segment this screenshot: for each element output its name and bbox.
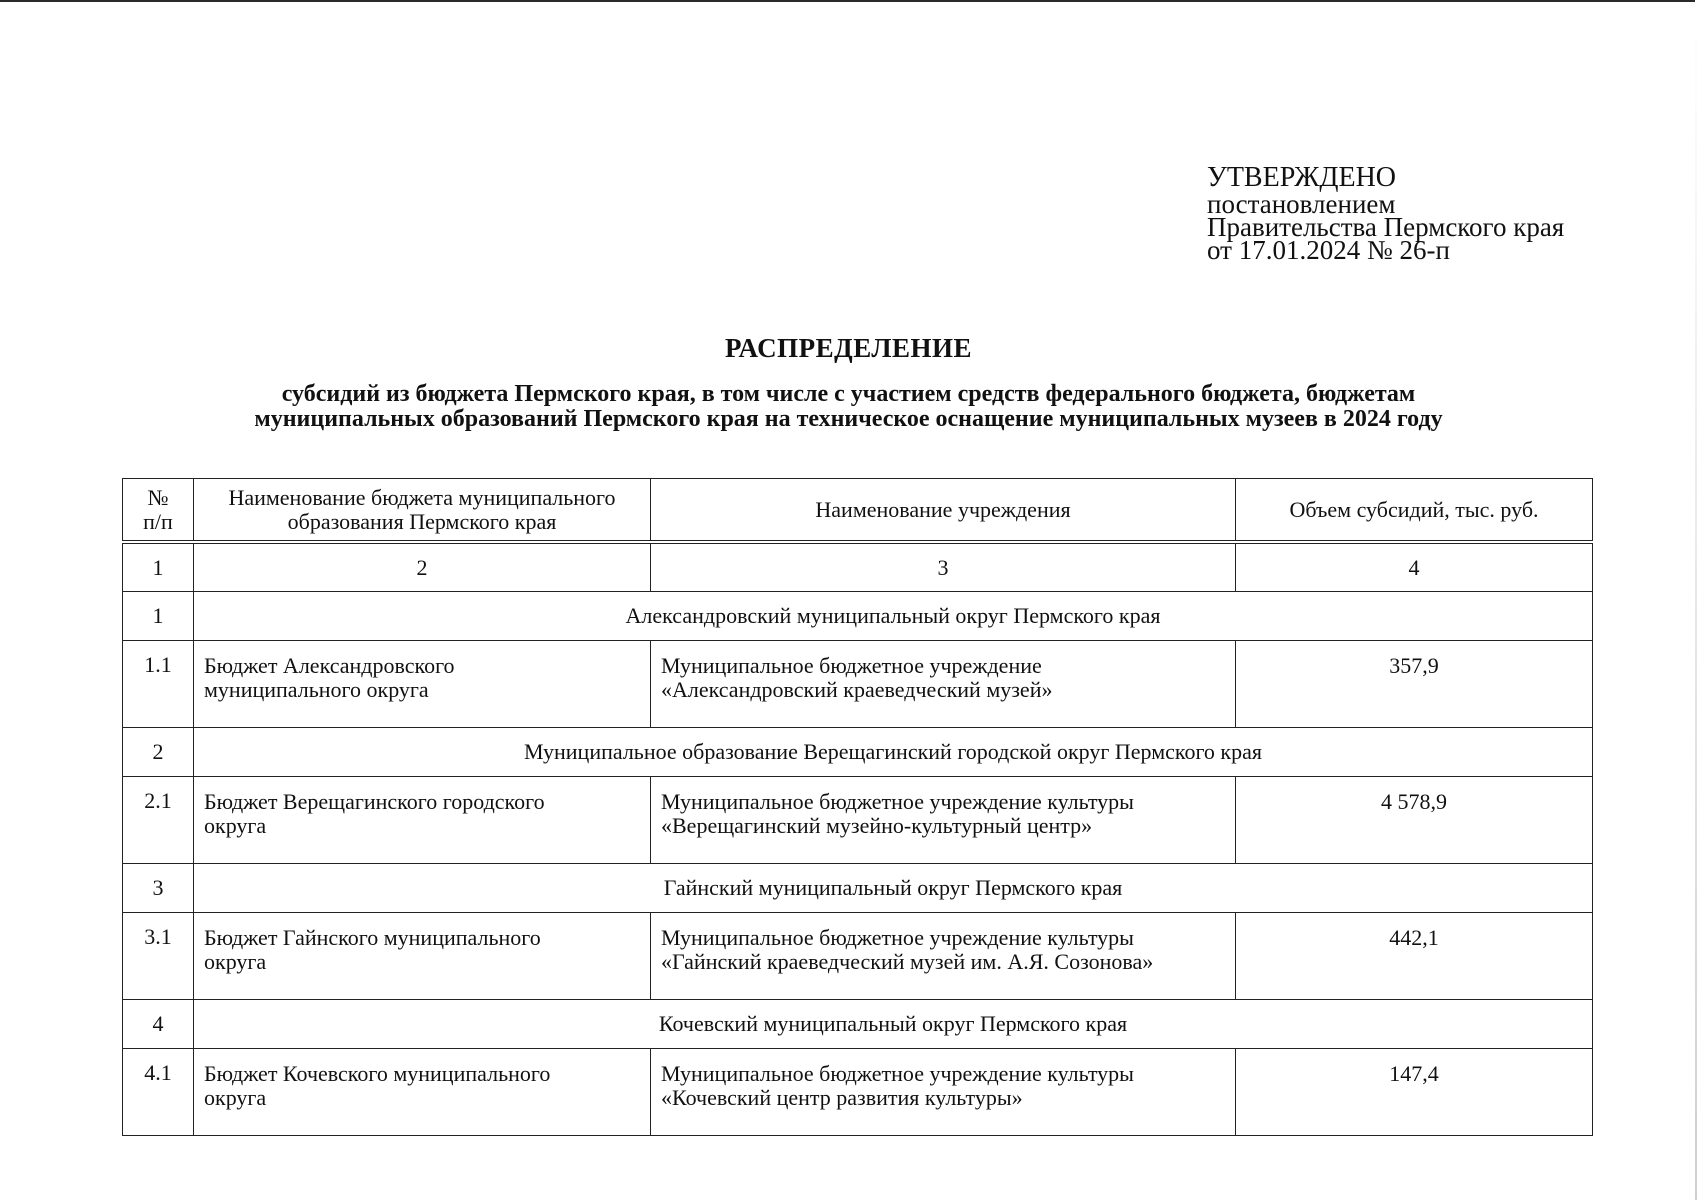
item-institution-line: «Александровский краеведческий музей»: [661, 677, 1053, 702]
group-name: Кочевский муниципальный округ Пермского края: [194, 1000, 1593, 1049]
header-num: [123, 479, 194, 543]
approval-stamp: [1207, 162, 1647, 265]
table-header-row: [123, 479, 1593, 543]
column-index-cell: 1: [123, 542, 194, 592]
item-budget-line: Бюджет Александровского: [204, 653, 455, 678]
approval-line: Правительства Пермского края: [1207, 212, 1565, 242]
group-row: [123, 728, 1593, 777]
item-num: 2.1: [123, 777, 194, 864]
table-row: [123, 641, 1593, 728]
approval-date-line: от 17.01.2024 № 26-п: [1207, 235, 1450, 265]
item-amount: 442,1: [1236, 913, 1593, 1000]
column-index-row: [123, 542, 1593, 592]
item-institution-line: «Кочевский центр развития культуры»: [661, 1085, 1023, 1110]
item-budget-line: округа: [204, 949, 267, 974]
column-index-cell: 4: [1236, 542, 1593, 592]
item-institution-line: «Гайнский краеведческий музей им. А.Я. Созонова»: [661, 949, 1154, 974]
item-budget-line: округа: [204, 1085, 267, 1110]
item-num: 3.1: [123, 913, 194, 1000]
approval-line: постановлением: [1207, 189, 1396, 219]
group-row: [123, 592, 1593, 641]
item-institution: [651, 777, 1236, 864]
item-num: 4.1: [123, 1049, 194, 1136]
distribution-table: [122, 478, 1593, 1136]
item-amount: 357,9: [1236, 641, 1593, 728]
item-institution-line: Муниципальное бюджетное учреждение культуры: [661, 925, 1134, 950]
table-row: [123, 1049, 1593, 1136]
item-budget-line: Бюджет Кочевского муниципального: [204, 1061, 551, 1086]
item-institution: [651, 1049, 1236, 1136]
subtitle-line: субсидий из бюджета Пермского края, в том числе с участием средств федерального бюджета, бюджетам: [281, 381, 1416, 407]
item-budget: [194, 913, 651, 1000]
item-amount: 147,4: [1236, 1049, 1593, 1136]
header-budget-line: Наименование бюджета муниципального: [228, 484, 616, 510]
item-institution: [651, 913, 1236, 1000]
header-institution: Наименование учреждения: [651, 479, 1236, 543]
item-budget: [194, 777, 651, 864]
item-budget-line: округа: [204, 813, 267, 838]
item-institution-line: «Верещагинский музейно-культурный центр»: [661, 813, 1093, 838]
scan-edge-top: [0, 0, 1697, 2]
group-num: 3: [123, 864, 194, 913]
group-name: Муниципальное образование Верещагинский городской округ Пермского края: [194, 728, 1593, 777]
group-row: [123, 864, 1593, 913]
item-amount: 4 578,9: [1236, 777, 1593, 864]
subtitle-line: муниципальных образований Пермского края на техническое оснащение муниципальных музеев в 2024 году: [254, 406, 1443, 432]
group-num: 1: [123, 592, 194, 641]
header-amount: Объем субсидий, тыс. руб.: [1236, 479, 1593, 543]
table-row: [123, 777, 1593, 864]
document-heading: [0, 333, 1697, 432]
document-subtitle: [0, 382, 1697, 432]
item-institution: [651, 641, 1236, 728]
group-num: 2: [123, 728, 194, 777]
document-title: РАСПРЕДЕЛЕНИЕ: [724, 333, 973, 363]
item-budget-line: Бюджет Верещагинского городского: [204, 789, 545, 814]
group-num: 4: [123, 1000, 194, 1049]
group-row: [123, 1000, 1593, 1049]
group-name: Гайнский муниципальный округ Пермского края: [194, 864, 1593, 913]
header-budget-line: образования Пермского края: [287, 508, 557, 534]
table-row: [123, 913, 1593, 1000]
column-index-cell: 3: [651, 542, 1236, 592]
item-budget-line: муниципального округа: [204, 677, 429, 702]
item-num: 1.1: [123, 641, 194, 728]
item-institution-line: Муниципальное бюджетное учреждение культуры: [661, 789, 1134, 814]
approval-title: УТВЕРЖДЕНО: [1207, 162, 1397, 193]
header-budget: [194, 479, 651, 543]
header-num-line: №: [147, 484, 169, 510]
header-num-line: п/п: [143, 508, 173, 534]
item-budget: [194, 641, 651, 728]
item-budget: [194, 1049, 651, 1136]
item-institution-line: Муниципальное бюджетное учреждение культуры: [661, 1061, 1134, 1086]
column-index-cell: 2: [194, 542, 651, 592]
item-budget-line: Бюджет Гайнского муниципального: [204, 925, 541, 950]
item-institution-line: Муниципальное бюджетное учреждение: [661, 653, 1042, 678]
group-name: Александровский муниципальный округ Пермского края: [194, 592, 1593, 641]
